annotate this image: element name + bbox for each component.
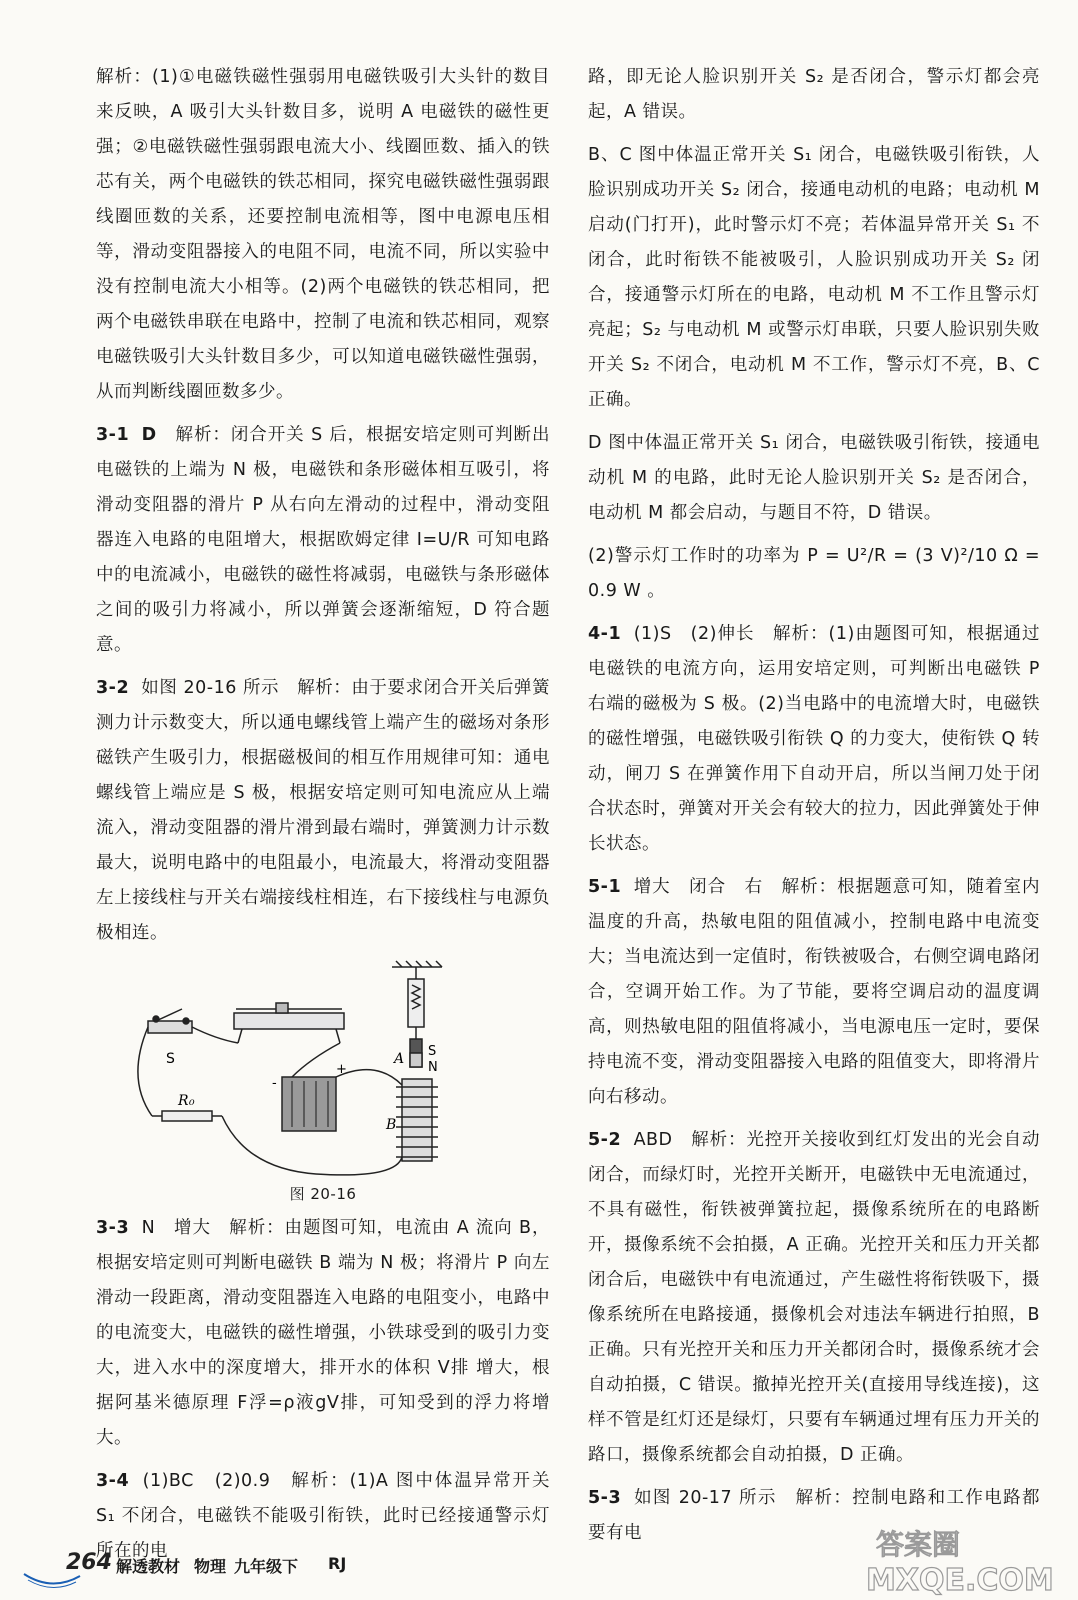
label-switch-s: S [166, 1051, 176, 1067]
analysis-text: 解析：闭合开关 S 后，根据安培定则可判断出电磁铁的上端为 N 极，电磁铁和条形磁体相互吸引，将滑动变阻器的滑片 P 从右向左滑动的过程中，滑动变阻器连入电路的电阻增大，根据欧姆定律 I=U/R 可知电路中的电流减小，电磁铁的磁性将减弱，电磁铁与条形磁体之间的吸引力将减小，所以弹簧会逐渐缩短，D 符合题意。 [96, 425, 550, 655]
question-number: 5-2 [588, 1130, 622, 1150]
subject: 物理 [194, 1557, 227, 1576]
right-column [588, 60, 1040, 1559]
question-number: 5-1 [588, 877, 622, 897]
label-a: A [394, 1051, 405, 1067]
answer-3-3 [96, 1211, 550, 1456]
answer-3-paragraph: 解析：(1)①电磁铁磁性强弱用电磁铁吸引大头针的数目来反映，A 吸引大头针数目多，说明 A 电磁铁的磁性更强；②电磁铁磁性强弱跟电流大小、线圈匝数、插入的铁芯有关，两个电磁铁的铁芯相同，探究电磁铁磁性强弱跟线圈匝数的关系，还要控制电流相等，图中电源电压相等，滑动变阻器接入的电阻不同，电流不同，所以实验中没有控制电流大小相等。(2)两个电磁铁的铁芯相同，把两个电磁铁串联在电路中，控制了电流和铁芯相同，观察电磁铁吸引大头针数目多少，可以知道电磁铁磁性强弱，从而判断线圈匝数多少。 [96, 67, 550, 402]
answer-3-1 [96, 418, 550, 663]
question-number: 3-3 [96, 1218, 130, 1238]
question-number: 4-1 [588, 624, 622, 644]
analysis-text: 解析：光控开关接收到红灯发出的光会自动闭合，而绿灯时，光控开关断开，电磁铁中无电流通过，不具有磁性，衔铁被弹簧拉起，摄像系统所在的电路断开，摄像系统不会拍摄，A 正确。光控开关和压力开关都闭合后，电磁铁中有电流通过，产生磁性将衔铁吸下，摄像系统所在电路接通，摄像机会对违法车辆进行拍照，B 正确。只有光控开关和压力开关都闭合时，摄像系统才会自动拍摄，C 错误。撤掉光控开关(直接用导线连接)，这样不管是红灯还是绿灯，只要有车辆通过埋有压力开关的路口，摄像系统都会自动拍摄，D 正确。 [588, 1130, 1040, 1465]
answer-value: D [141, 425, 157, 445]
answer-3-2 [96, 671, 550, 951]
answer-value: (1)S (2)伸长 [633, 624, 755, 644]
edition: RJ [328, 1554, 347, 1573]
circuit-diagram [96, 959, 550, 1207]
analysis-text: 解析：根据题意可知，随着室内温度的升高，热敏电阻的阻值减小，控制电路中电流变大；当电流达到一定值时，衔铁被吸合，右侧空调电路闭合，空调开始工作。为了节能，要将空调启动的温度调高，则热敏电阻的阻值将减小，当电源电压一定时，要保持电流不变，滑动变阻器接入电路的阻值变大，即将滑片向右移动。 [588, 877, 1041, 1107]
circuit-figure-20-16 [96, 959, 550, 1207]
answer-3-4-d: D 图中体温正常开关 S₁ 闭合，电磁铁吸引衔铁，接通电动机 M 的电路，此时无论人脸识别开关 S₂ 是否闭合，电动机 M 都会启动，与题目不符，D 错误。 [588, 433, 1040, 523]
label-n: N [428, 1060, 439, 1075]
grade: 九年级下 [234, 1557, 299, 1576]
analysis-text: 解析：由题图可知，电流由 A 流向 B，根据安培定则可判断电磁铁 B 端为 N 极；将滑片 P 向左滑动一段距离，滑动变阻器连入电路的电阻变小，电路中的电流变大，电磁铁的磁性增强，小铁球受到的吸引力变大，进入水中的深度增大，排开水的体积 V排 增大，根据阿基米德原理 F浮=ρ液gV排，可知受到的浮力将增大。 [96, 1218, 550, 1448]
label-s: S [428, 1044, 437, 1059]
question-number: 3-4 [96, 1471, 130, 1491]
figure-caption: 图 20-16 [289, 1185, 357, 1203]
page-number: 264 [66, 1550, 112, 1575]
answer-value: ABD [633, 1130, 673, 1150]
analysis-text: 解析：(1)A 图中体温异常开关 S₁ 不闭合，电磁铁不能吸引衔铁，此时已经接通警示灯所在的电 [96, 1471, 550, 1561]
svg-text:答案圈: 答案圈 [876, 1528, 961, 1561]
question-number: 5-3 [588, 1488, 622, 1508]
svg-text:+: + [336, 1062, 348, 1077]
book-title: 解透教材 [116, 1557, 181, 1576]
watermark-logo [836, 1520, 1072, 1596]
answer-value: 如图 20-16 所示 [141, 678, 280, 698]
page-footer [22, 1548, 402, 1588]
answer-5-2 [588, 1123, 1040, 1473]
analysis-text: 解析：(1)由题图可知，根据通过电磁铁的电流方向，运用安培定则，可判断出电磁铁 P 右端的磁极为 S 极。(2)当电路中的电流增大时，电磁铁的磁性增强，电磁铁吸引衔铁 Q 的力变大，使衔铁 Q 转动，闸刀 S 在弹簧作用下自动开启，所以当闸刀处于闭合状态时，弹簧对开关会有较大的拉力，因此弹簧处于伸长状态。 [588, 624, 1040, 854]
answer-3-4-power: (2)警示灯工作时的功率为 P = U²/R = (3 V)²/10 Ω = 0.9 W 。 [588, 546, 1040, 601]
question-number: 3-2 [96, 678, 130, 698]
svg-text:MXQE.COM: MXQE.COM [866, 1563, 1054, 1596]
question-number: 3-1 [96, 425, 130, 445]
answer-value: 增大 闭合 右 [633, 877, 764, 897]
answer-4-1 [588, 617, 1040, 862]
answer-5-1 [588, 870, 1040, 1115]
svg-text:-: - [272, 1076, 278, 1091]
answer-3-4-cont: 路，即无论人脸识别开关 S₂ 是否闭合，警示灯都会亮起，A 错误。 [588, 67, 1040, 122]
answer-value: 如图 20-17 所示 [634, 1488, 777, 1508]
label-b: B [386, 1117, 397, 1133]
analysis-text: 解析：控制电路和工作电路都要有电 [588, 1488, 1040, 1543]
watermark-icon [836, 1520, 1072, 1596]
answer-value: N 增大 [141, 1218, 211, 1238]
answer-3-4-bc: B、C 图中体温正常开关 S₁ 闭合，电磁铁吸引衔铁，人脸识别成功开关 S₂ 闭合，接通电动机的电路；电动机 M 启动(门打开)，此时警示灯不亮；若体温异常开关 S₁ 不闭合，此时衔铁不能被吸引，人脸识别成功开关 S₂ 闭合，接通警示灯所在的电路，电动机 M 不工作且警示灯亮起；S₂ 与电动机 M 或警示灯串联，只要人脸识别失败开关 S₂ 不闭合，电动机 M 不工作，警示灯不亮，B、C 正确。 [588, 145, 1040, 410]
answer-value: (1)BC (2)0.9 [142, 1471, 271, 1491]
analysis-text: 解析：由于要求闭合开关后弹簧测力计示数变大，所以通电螺线管上端产生的磁场对条形磁铁产生吸引力，根据磁极间的相互作用规律可知：通电螺线管上端应是 S 极，根据安培定则可知电流应从上端流入，滑动变阻器的滑片滑到最右端时，弹簧测力计示数最大，说明电路中的电阻最小，电流最大，将滑动变阻器左上接线柱与开关右端接线柱相连，右下接线柱与电源负极相连。 [96, 678, 550, 943]
label-r0: R₀ [178, 1093, 196, 1109]
left-column [96, 60, 550, 1577]
